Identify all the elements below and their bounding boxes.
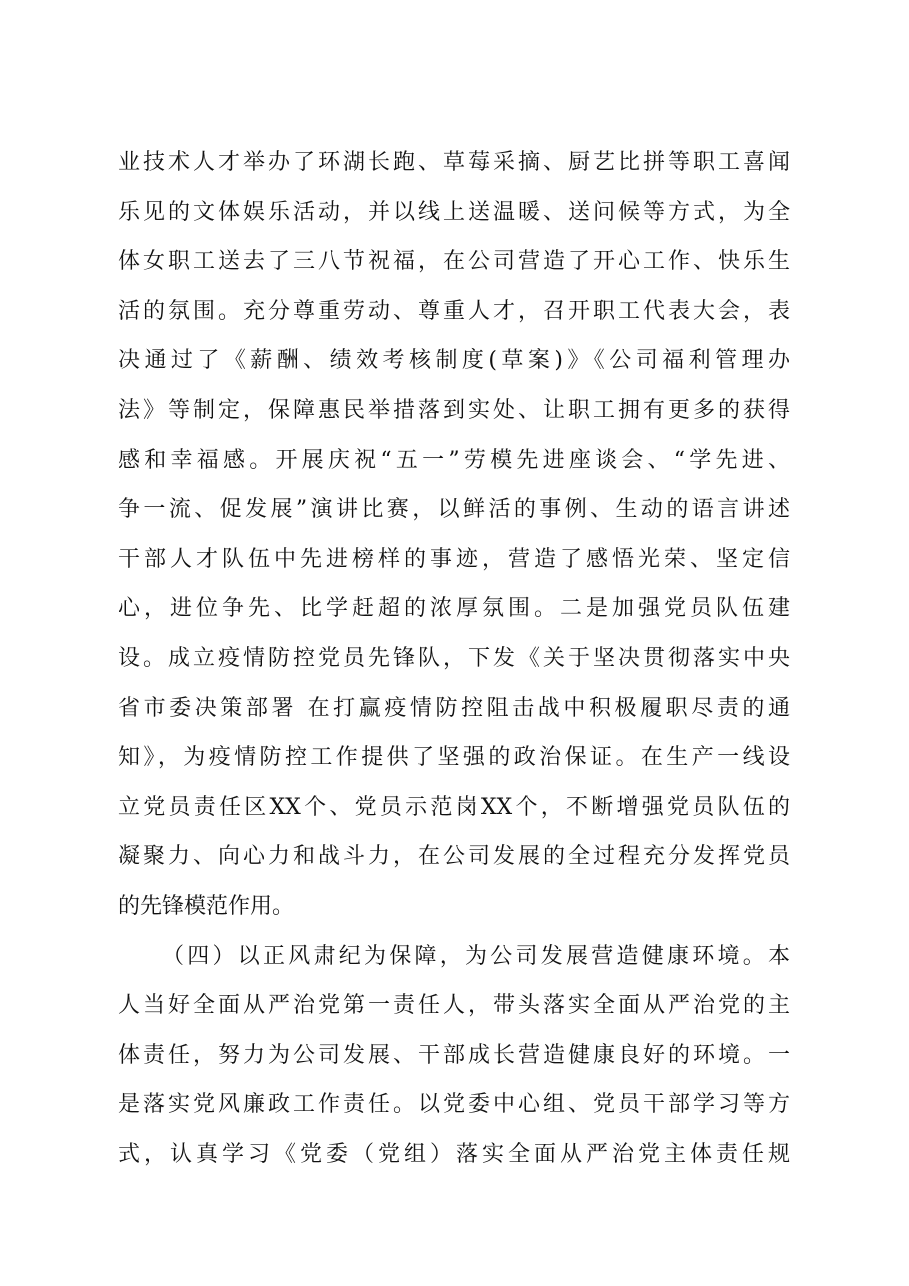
text-line: 体责任，努力为公司发展、干部成长营造健康良好的环境。一 (118, 1042, 790, 1068)
text-line: 业技术人才举办了环湖长跑、草莓采摘、厨艺比拼等职工喜闻 (118, 150, 790, 175)
text-line: 省市委决策部署 在打赢疫情防控阻击战中积极履职尽责的通 (118, 695, 790, 721)
text-line: 立党员责任区XX个、党员示范岗XX个，不断增强党员队伍的 (118, 794, 790, 820)
text-line: 设。成立疫情防控党员先锋队，下发《关于坚决贯彻落实中央 (118, 645, 790, 671)
text-line: 决通过了《薪酬、绩效考核制度(草案)》《公司福利管理办 (118, 348, 790, 374)
text-line: 感和幸福感。开展庆祝“五一”劳模先进座谈会、“学先进、 (118, 447, 790, 473)
text-line: 争一流、促发展”演讲比赛，以鲜活的事例、生动的语言讲述 (118, 497, 790, 523)
paragraph-end-line: 的先锋模范作用。 (118, 893, 295, 919)
text-line: 凝聚力、向心力和战斗力，在公司发展的全过程充分发挥党员 (118, 844, 790, 870)
text-line: 知》，为疫情防控工作提供了坚强的政治保证。在生产一线设 (118, 745, 790, 771)
text-line: 心，进位争先、比学赶超的浓厚氛围。二是加强党员队伍建 (118, 596, 790, 622)
text-line: 活的氛围。充分尊重劳动、尊重人才，召开职工代表大会，表 (118, 298, 790, 324)
text-line: 法》等制定，保障惠民举措落到实处、让职工拥有更多的获得 (118, 397, 790, 423)
text-line: 是落实党风廉政工作责任。以党委中心组、党员干部学习等方 (118, 1092, 790, 1118)
body-text (118, 138, 790, 1179)
section-heading-line: （四）以正风肃纪为保障，为公司发展营造健康环境。本 (162, 943, 790, 969)
text-line: 体女职工送去了三八节祝福，在公司营造了开心工作、快乐生 (118, 249, 790, 275)
text-line: 人当好全面从严治党第一责任人，带头落实全面从严治党的主 (118, 993, 790, 1019)
text-line: 式，认真学习《党委（党组）落实全面从严治党主体责任规 (118, 1141, 790, 1167)
text-line: 干部人才队伍中先进榜样的事迹，营造了感悟光荣、坚定信 (118, 546, 790, 572)
text-line: 乐见的文体娱乐活动，并以线上送温暖、送问候等方式，为全 (118, 199, 790, 225)
